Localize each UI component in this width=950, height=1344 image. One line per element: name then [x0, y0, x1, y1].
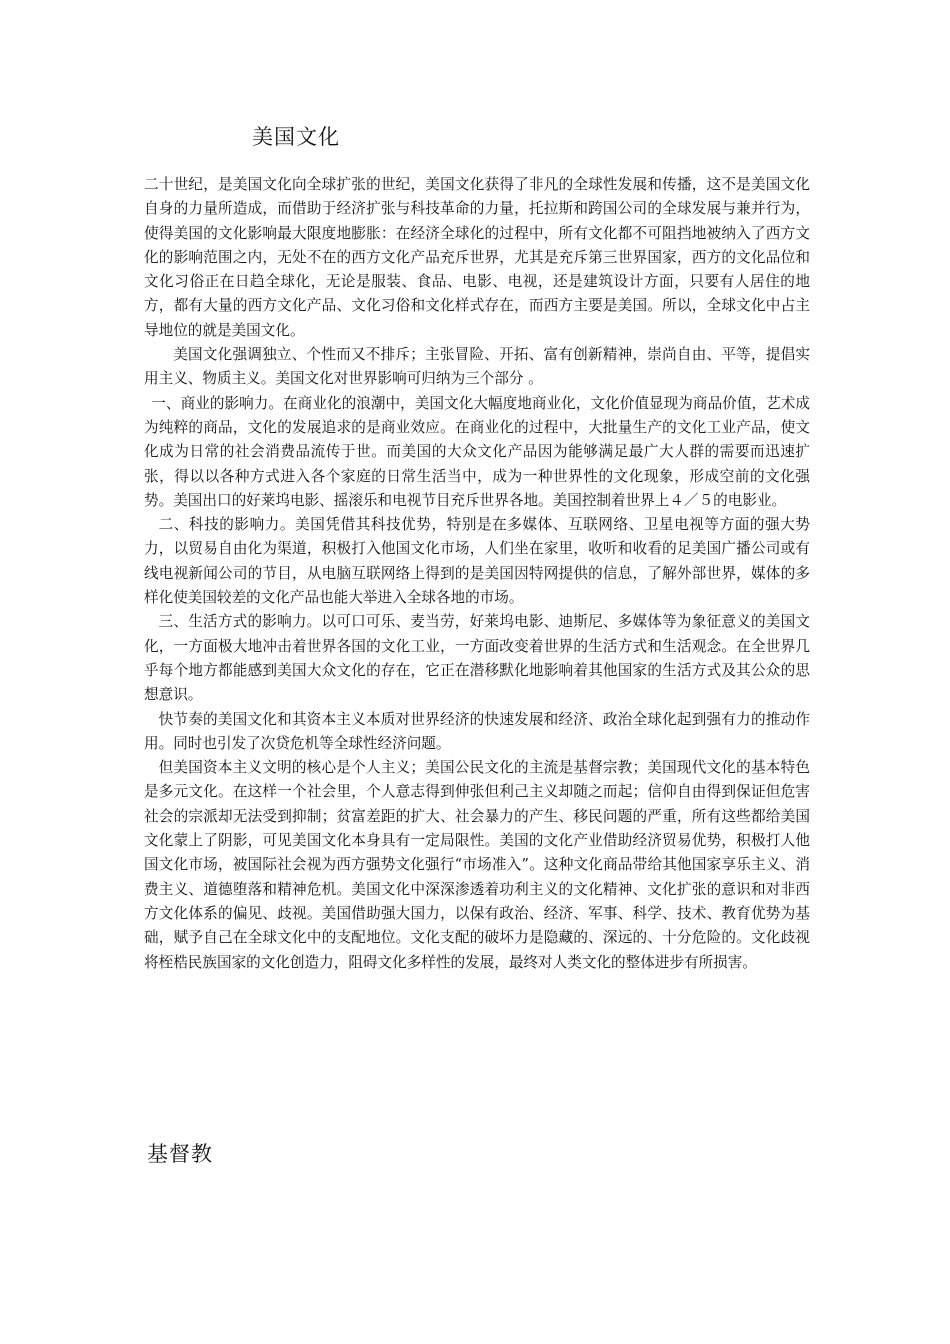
paragraph-technology-influence: 二、科技的影响力。美国凭借其科技优势，特别是在多媒体、互联网络、卫星电视等方面的强大势力，以贸易自由化为渠道，积极打入他国文化市场，人们坐在家里，收听和收看的足美国广播公司或有线电视新闻公司的节目，从电脑互联网络上得到的是美国因特网提供的信息，了解外部世界，媒体的多样化使美国较差的文化产品也能大举进入全球各地的市场。 — [144, 516, 810, 607]
paragraph-commerce-influence: 一、商业的影响力。在商业化的浪潮中，美国文化大幅度地商业化，文化价值显现为商品价值，艺术成为纯粹的商品，文化的发展追求的是商业效应。在商业化的过程中，大批量生产的文化工业产品，使文化成为日常的社会消费品流传于世。而美国的大众文化产品因为能够满足最广大人群的需要而迅速扩张，得以以各种方式进入各个家庭的日常生活当中，成为一种世界性的文化现象，形成空前的文化强势。美国出口的好莱坞电影、摇滚乐和电视节目充斥世界各地。美国控制着世界上４／５的电影业。 — [144, 394, 810, 509]
next-section-title: 基督教 — [147, 1142, 213, 1166]
paragraph-economy-impact: 快节奏的美国文化和其资本主义本质对世界经济的快速发展和经济、政治全球化起到强有力的推动作用。同时也引发了次贷危机等全球性经济问题。 — [144, 710, 810, 752]
paragraph-limitations: 但美国资本主义文明的核心是个人主义；美国公民文化的主流是基督宗教；美国现代文化的基本特色是多元文化。在这样一个社会里，个人意志得到伸张但利己主义却随之而起；信仰自由得到保证但危害社会的宗派却无法受到抑制；贫富差距的扩大、社会暴力的产生、移民问题的严重，所有这些都给美国文化蒙上了阴影，可见美国文化本身具有一定局限性。美国的文化产业借助经济贸易优势，积极打人他国文化市场，被国际社会视为西方强势文化强行“市场准入”。这种文化商品带给其他国家享乐主义、消费主义、道德堕落和精神危机。美国文化中深深渗透着功利主义的文化精神、文化扩张的意识和对非西方文化体系的偏见、歧视。美国借助强大国力，以保有政治、经济、军事、科学、技术、教育优势为基础，赋予自己在全球文化中的支配地位。文化支配的破坏力是隐藏的、深远的、十分危险的。文化歧视将桎梏民族国家的文化创造力，阻碍文化多样性的发展，最终对人类文化的整体进步有所损害。 — [144, 759, 810, 971]
paragraph-intro: 二十世纪，是美国文化向全球扩张的世纪，美国文化获得了非凡的全球性发展和传播，这不是美国文化自身的力量所造成，而借助于经济扩张与科技革命的力量，托拉斯和跨国公司的全球发展与兼并行为，使得美国的文化影响最大限度地膨胀：在经济全球化的过程中，所有文化都不可阻挡地被纳入了西方文化的影响范围之内，无处不在的西方文化产品充斥世界，尤其是充斥第三世界国家，西方的文化品位和文化习俗正在日趋全球化，无论是服装、食品、电影、电视，还是建筑设计方面，只要有人居住的地方，都有大量的西方文化产品、文化习俗和文化样式存在，而西方主要是美国。所以，全球文化中占主导地位的就是美国文化。 — [144, 176, 810, 339]
document-body — [144, 173, 810, 975]
paragraph-lifestyle-influence: 三、生活方式的影响力。以可口可乐、麦当劳，好莱坞电影、迪斯尼、多媒体等为象征意义的美国文化，一方面极大地冲击着世界各国的文化工业，一方面改变着世界的生活方式和生活观念。在全世界几乎每个地方都能感到美国大众文化的存在，它正在潜移默化地影响着其他国家的生活方式及其公众的思想意识。 — [144, 613, 810, 704]
paragraph-characteristics: 美国文化强调独立、个性而又不排斥；主张冒险、开拓、富有创新精神，崇尚自由、平等，提倡实用主义、物质主义。美国文化对世界影响可归纳为三个部分 。 — [144, 346, 810, 388]
document-title: 美国文化 — [252, 125, 340, 149]
